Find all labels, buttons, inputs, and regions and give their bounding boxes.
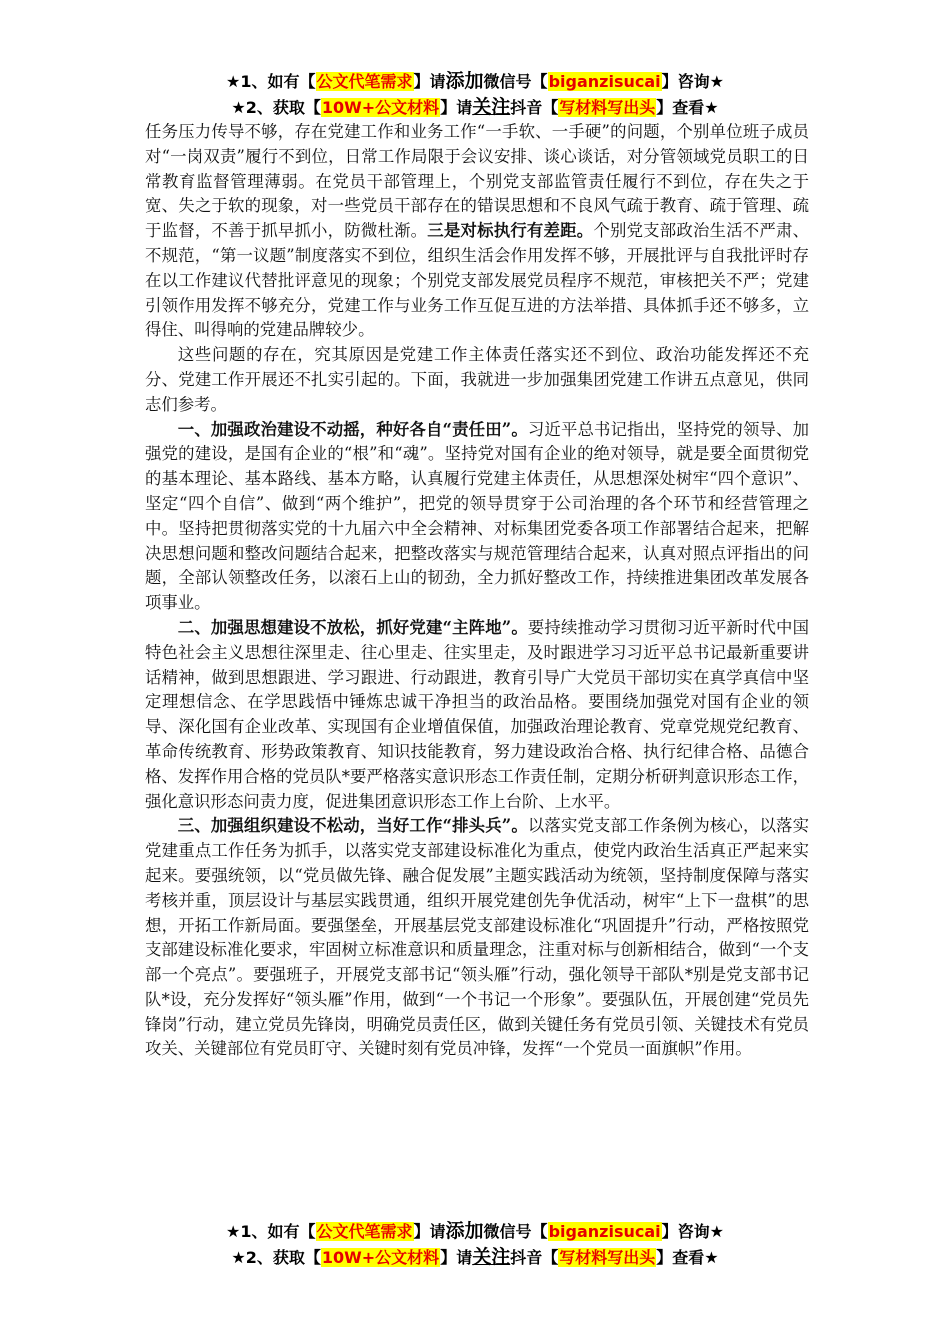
banner-text: ★1、如有【 <box>226 1222 316 1241</box>
bottom-banner-line-2 <box>0 1244 950 1271</box>
banner-emphasis: 关注 <box>472 96 511 118</box>
section-heading-3: 三、加强组织建设不松动，当好工作“排头兵”。 <box>177 816 528 836</box>
paragraph-text: 要持续推动学习贯彻习近平新时代中国特色社会主义思想往深里走、往心里走、往实里走，及时跟进学习习近平总书记最新重要讲话精神，做到思想跟进、学习跟进、行动跟进，教育引导广大党员干部切实在真学真信中坚定理想信念、在学思践悟中锤炼忠诚干净担当的政治品格。要围绕加强党对国有企业的领导、深化国有企业改革、实现国有企业增值保值，加强政治理论教育、党章党规党纪教育、革命传统教育、形势政策教育、知识技能教育，努力建设政治合格、执行纪律合格、品德合格、发挥作用合格的党员队*要严格落实意识形态工作责任制，定期分析研判意识形态工作，强化意识形态问责力度，促进集团意识形态工作上台阶、上水平。 <box>145 617 809 811</box>
banner-emphasis: 添加 <box>445 70 484 92</box>
section-heading-1: 一、加强政治建设不动摇，种好各自“责任田”。 <box>177 419 528 439</box>
banner-text: ★2、获取【 <box>231 1248 321 1267</box>
banner-text: 】查看★ <box>656 98 719 117</box>
banner-text: 】咨询★ <box>661 1222 724 1241</box>
banner-emphasis: 关注 <box>472 1246 511 1268</box>
banner-text: 】请 <box>440 98 473 117</box>
banner-text: 】请 <box>440 1248 473 1267</box>
paragraph-text: 个别党支部政治生活不严肃、不规范，“第一议题”制度落实不到位，组织生活会作用发挥不够，开展批评与自我批评时存在以工作建议代替批评意见的现象；个别党支部发展党员程序不规范，审核把关不严；党建引领作用发挥不够充分，党建工作与业务工作互促互进的方法举措、具体抓手还不够多，立得住、叫得响的党建品牌较少。 <box>145 221 810 340</box>
banner-text: 微信号【 <box>483 72 548 91</box>
paragraph-text: 以落实党支部工作条例为核心，以落实党建重点工作任务为抓手，以落实党支部建设标准化为重点，使党内政治生活真正严起来实起来。要强统领，以“党员做先锋、融合促发展”主题实践活动为统领，坚持制度保障与落实考核并重，顶层设计与基层实践贯通，组织开展党建创先争优活动，树牢“上下一盘棋”的思想，开拓工作新局面。要强堡垒，开展基层党支部建设标准化“巩固提升”行动，严格按照党支部建设标准化要求，牢固树立标准意识和质量理念，注重对标与创新相结合，做到“一个支部一个亮点”。要强班子，开展党支部书记“领头雁”行动，强化领导干部队*别是党支部书记队*设，充分发挥好“领头雁”作用，做到“一个书记一个形象”。要强队伍，开展创建“党员先锋岗”行动，建立党员先锋岗，明确党员责任区，做到关键任务有党员引领、关键技术有党员攻关、关键部位有党员盯守、关键时刻有党员冲锋，发挥“一个党员一面旗帜”作用。 <box>145 816 810 1059</box>
banner-text: 抖音【 <box>510 1248 559 1267</box>
paragraph-bold-heading: 三是对标执行有差距。 <box>427 221 594 241</box>
highlight-service: 公文代笔需求 <box>316 1222 413 1241</box>
bottom-banner-line-1 <box>0 1218 950 1245</box>
highlight-wechat-id: biganzisucai <box>548 72 661 91</box>
highlight-wechat-id: biganzisucai <box>548 1222 661 1241</box>
top-banner-line-1 <box>0 68 950 95</box>
highlight-douyin-id: 写材料写出头 <box>559 98 656 117</box>
section-heading-2: 二、加强思想建设不放松，抓好党建“主阵地”。 <box>177 617 528 637</box>
top-banner-line-2 <box>0 94 950 121</box>
highlight-materials: 10W+公文材料 <box>321 98 440 117</box>
highlight-douyin-id: 写材料写出头 <box>559 1248 656 1267</box>
banner-text: 】请 <box>413 1222 446 1241</box>
paragraph-text: 任务压力传导不够，存在党建工作和业务工作“一手软、一手硬”的问题，个别单位班子成员对“一岗双责”履行不到位，日常工作局限于会议安排、谈心谈话，对分管领域党员职工的日常教育监督管理薄弱。在党员干部管理上，个别党支部监管责任履行不到位，存在失之于宽、失之于软的现象，对一些党员干部存在的错误思想和不良风气疏于教育、疏于管理、疏于监督，不善于抓早抓小，防微杜渐。 <box>145 122 809 241</box>
paragraph-text: 习近平总书记指出，坚持党的领导、加强党的建设，是国有企业的“根”和“魂”。坚持党对国有企业的绝对领导，就是要全面贯彻党的基本理论、基本路线、基本方略，认真履行党建主体责任，从思想深处树牢“四个意识”、坚定“四个自信”、做到“两个维护”，把党的领导贯穿于公司治理的各个环节和经营管理之中。坚持把贯彻落实党的十九届六中全会精神、对标集团党委各项工作部署结合起来，把解决思想问题和整改问题结合起来，把整改落实与规范管理结合起来，认真对照点评指出的问题，全部认领整改任务，以滚石上山的韧劲，全力抓好整改工作，持续推进集团改革发展各项事业。 <box>145 419 809 613</box>
paragraph-3 <box>145 418 809 616</box>
banner-text: 】咨询★ <box>661 72 724 91</box>
paragraph-2 <box>145 343 809 417</box>
document-body <box>145 120 809 1062</box>
paragraph-text: 这些问题的存在，究其原因是党建工作主体责任落实还不到位、政治功能发挥还不充分、党建工作开展还不扎实引起的。下面，我就进一步加强集团党建工作讲五点意见，供同志们参考。 <box>145 345 809 414</box>
banner-text: 】查看★ <box>656 1248 719 1267</box>
banner-text: 抖音【 <box>510 98 559 117</box>
banner-text: ★1、如有【 <box>226 72 316 91</box>
highlight-materials: 10W+公文材料 <box>321 1248 440 1267</box>
banner-text: 】请 <box>413 72 446 91</box>
banner-text: 微信号【 <box>483 1222 548 1241</box>
paragraph-1 <box>145 120 809 343</box>
paragraph-5 <box>145 814 809 1062</box>
banner-text: ★2、获取【 <box>231 98 321 117</box>
paragraph-4 <box>145 616 809 814</box>
banner-emphasis: 添加 <box>445 1220 484 1242</box>
highlight-service: 公文代笔需求 <box>316 72 413 91</box>
